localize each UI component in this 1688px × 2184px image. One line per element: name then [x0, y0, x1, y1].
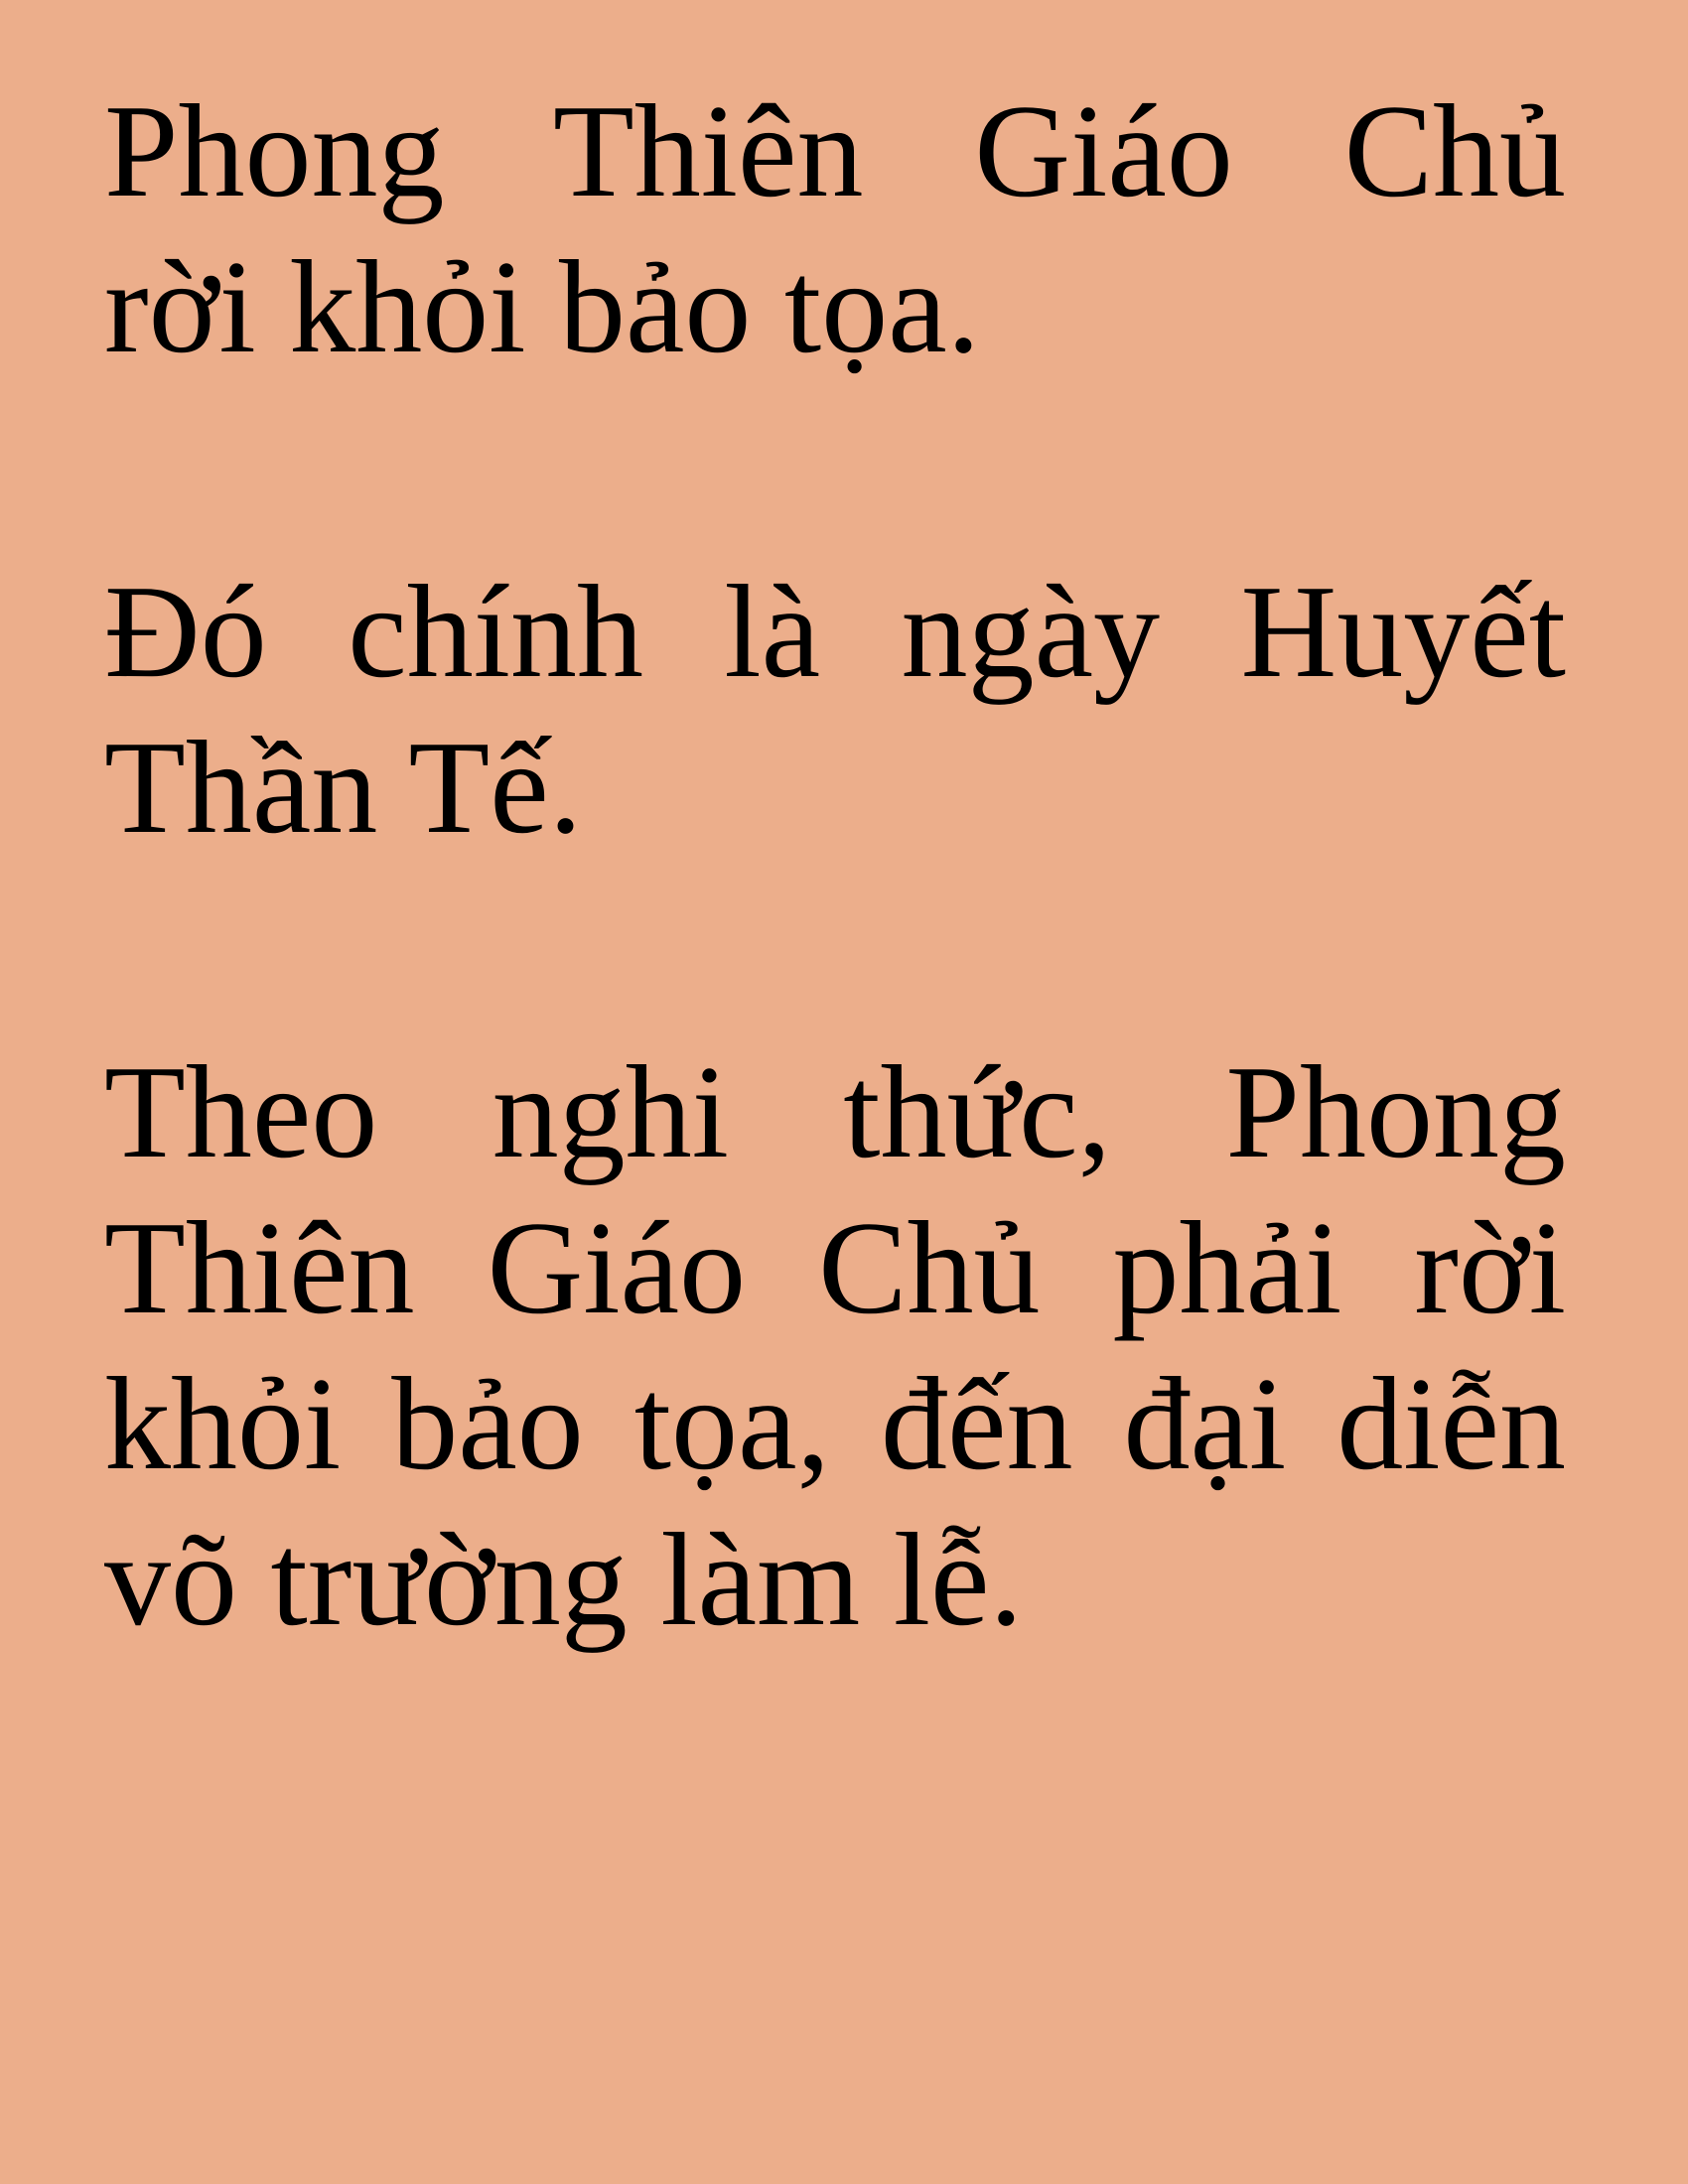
paragraph	[104, 554, 1566, 866]
text-line: võ trường làm lễ.	[104, 1506, 1023, 1653]
text-line: Thiên Giáo Chủ phải rời	[104, 1194, 1566, 1341]
text-line: rời khỏi bảo tọa.	[104, 233, 981, 380]
text-line: khỏi bảo tọa, đến đại diễn	[104, 1350, 1566, 1497]
paragraph	[104, 73, 1566, 385]
text-line: Thần Tế.	[104, 714, 583, 861]
text-line: Đó chính là ngày Huyết	[104, 558, 1566, 705]
text-line: Theo nghi thức, Phong	[104, 1038, 1566, 1185]
paragraph	[104, 1034, 1566, 1658]
text-line: Phong Thiên Giáo Chủ	[104, 77, 1566, 224]
